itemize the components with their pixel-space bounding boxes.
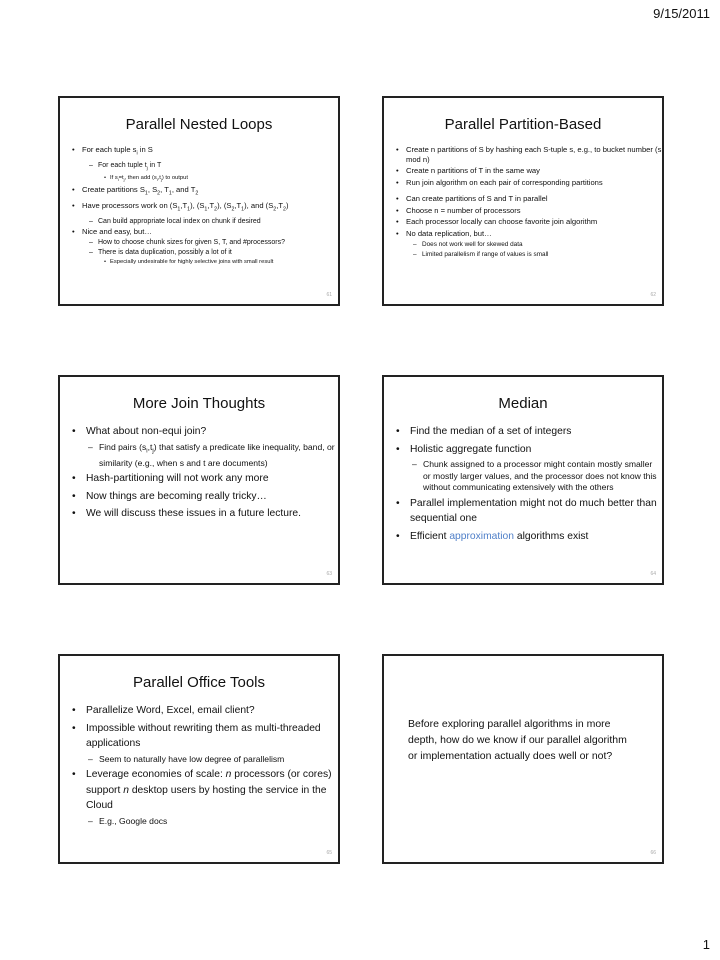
bullet-item: • Impossible without rewriting them as multi-threaded applications: [60, 721, 338, 752]
bullet-item: • For each tuple $s_i$ in S: [60, 145, 338, 159]
slide-title: Median: [498, 395, 548, 412]
bullet-item: • Each processor locally can choose favorite join algorithm: [384, 217, 662, 227]
bullet-list: [384, 145, 662, 259]
bullet-item: • Hash-partitioning will not work any more: [60, 471, 338, 487]
bullet-item: • Now things are becoming really tricky…: [60, 489, 338, 505]
page-date: 9/15/2011: [653, 6, 710, 21]
bullet-item: • Parallel implementation might not do much better than sequential one: [384, 496, 662, 527]
sub-bullet-item: – E.g., Google docs: [60, 816, 338, 828]
sub-bullet-item: – Seem to naturally have low degree of parallelism: [60, 754, 338, 766]
bullet-item: • We will discuss these issues in a future lecture.: [60, 506, 338, 522]
bullet-item: • Choose n = number of processors: [384, 206, 662, 216]
slide-number: 66: [650, 850, 656, 856]
bullet-item: • Can create partitions of S and T in parallel: [384, 194, 662, 204]
slide-parallel-nested-loops: [58, 96, 340, 306]
sub-bullet-item: – There is data duplication, possibly a lot of it: [60, 248, 338, 257]
slide-parallel-partition-based: [382, 96, 664, 306]
bullet-item: • Parallelize Word, Excel, email client?: [60, 703, 338, 719]
bullet-list: [60, 424, 338, 522]
sub-bullet-item: – Chunk assigned to a processor might contain mostly smaller or mostly larger values, and the processor does not know this without communicating extensively with the others: [384, 459, 662, 494]
bullet-item: • Holistic aggregate function: [384, 442, 662, 458]
bullet-item: • Create n partitions of T in the same way: [384, 166, 662, 176]
bullet-item: • Efficient approximation algorithms exist: [384, 529, 662, 545]
sub-bullet-item: – For each tuple $t_j$ in T: [60, 161, 338, 173]
bullet-item: • Have processors work on $(S_1,T_1)$, $(S_1,T_2)$, $(S_2,T_1)$, and $(S_2,T_2)$: [60, 201, 338, 215]
slide-number: 65: [326, 850, 332, 856]
sub-bullet-item: – Limited parallelism if range of values is small: [384, 250, 662, 259]
bullet-list: [60, 145, 338, 266]
slide-title: More Join Thoughts: [132, 395, 266, 412]
bullet-item: • Run join algorithm on each pair of corresponding partitions: [384, 178, 662, 188]
slide-body-text: Before exploring parallel algorithms in more depth, how do we know if our parallel algorithm or implementation actually does well or not?: [408, 718, 627, 762]
highlighted-term: approximation: [449, 530, 514, 542]
bullet-list: [60, 703, 338, 827]
slide-number: 61: [326, 292, 332, 298]
slide-median: [382, 375, 664, 585]
slide-parallel-office-tools: [58, 654, 340, 864]
bullet-item: • Create n partitions of S by hashing each S-tuple s, e.g., to bucket number (s mod n): [384, 145, 662, 164]
sub-bullet-item: – How to choose chunk sizes for given S, T, and #processors?: [60, 238, 338, 247]
slide-number: 64: [650, 571, 656, 577]
sub-bullet-item: – Can build appropriate local index on chunk if desired: [60, 217, 338, 226]
slide-number: 62: [650, 292, 656, 298]
bullet-item: • Leverage economies of scale: n processors (or cores) support n desktop users by hosting the service in the Cloud: [60, 767, 338, 814]
slide-question: [382, 654, 664, 864]
slide-title: Parallel Partition-Based: [444, 116, 602, 133]
bullet-item: • Nice and easy, but…: [60, 227, 338, 237]
sub-sub-bullet-item: • Especially undesirable for highly selective joins with small result: [60, 258, 338, 266]
slide-number: 63: [326, 571, 332, 577]
slide-more-join-thoughts: [58, 375, 340, 585]
bullet-item: • Find the median of a set of integers: [384, 424, 662, 440]
sub-sub-bullet-item: • If $s_i=t_j$, then add $(s_i,t_j)$ to output: [60, 174, 338, 184]
sub-bullet-item: – Find pairs $(s_i,t_j)$ that satisfy a predicate like inequality, band, or similarity (e.g., when s and t are documents): [60, 442, 338, 470]
bullet-item: • What about non-equi join?: [60, 424, 338, 440]
slide-title: Parallel Nested Loops: [125, 116, 273, 133]
bullet-list: [384, 424, 662, 544]
page-number: 1: [702, 937, 710, 952]
sub-bullet-item: – Does not work well for skewed data: [384, 240, 662, 249]
slide-title: Parallel Office Tools: [132, 674, 265, 691]
bullet-item: • No data replication, but…: [384, 229, 662, 239]
bullet-item: • Create partitions $S_1$, $S_2$, $T_1$, and $T_2$: [60, 185, 338, 199]
